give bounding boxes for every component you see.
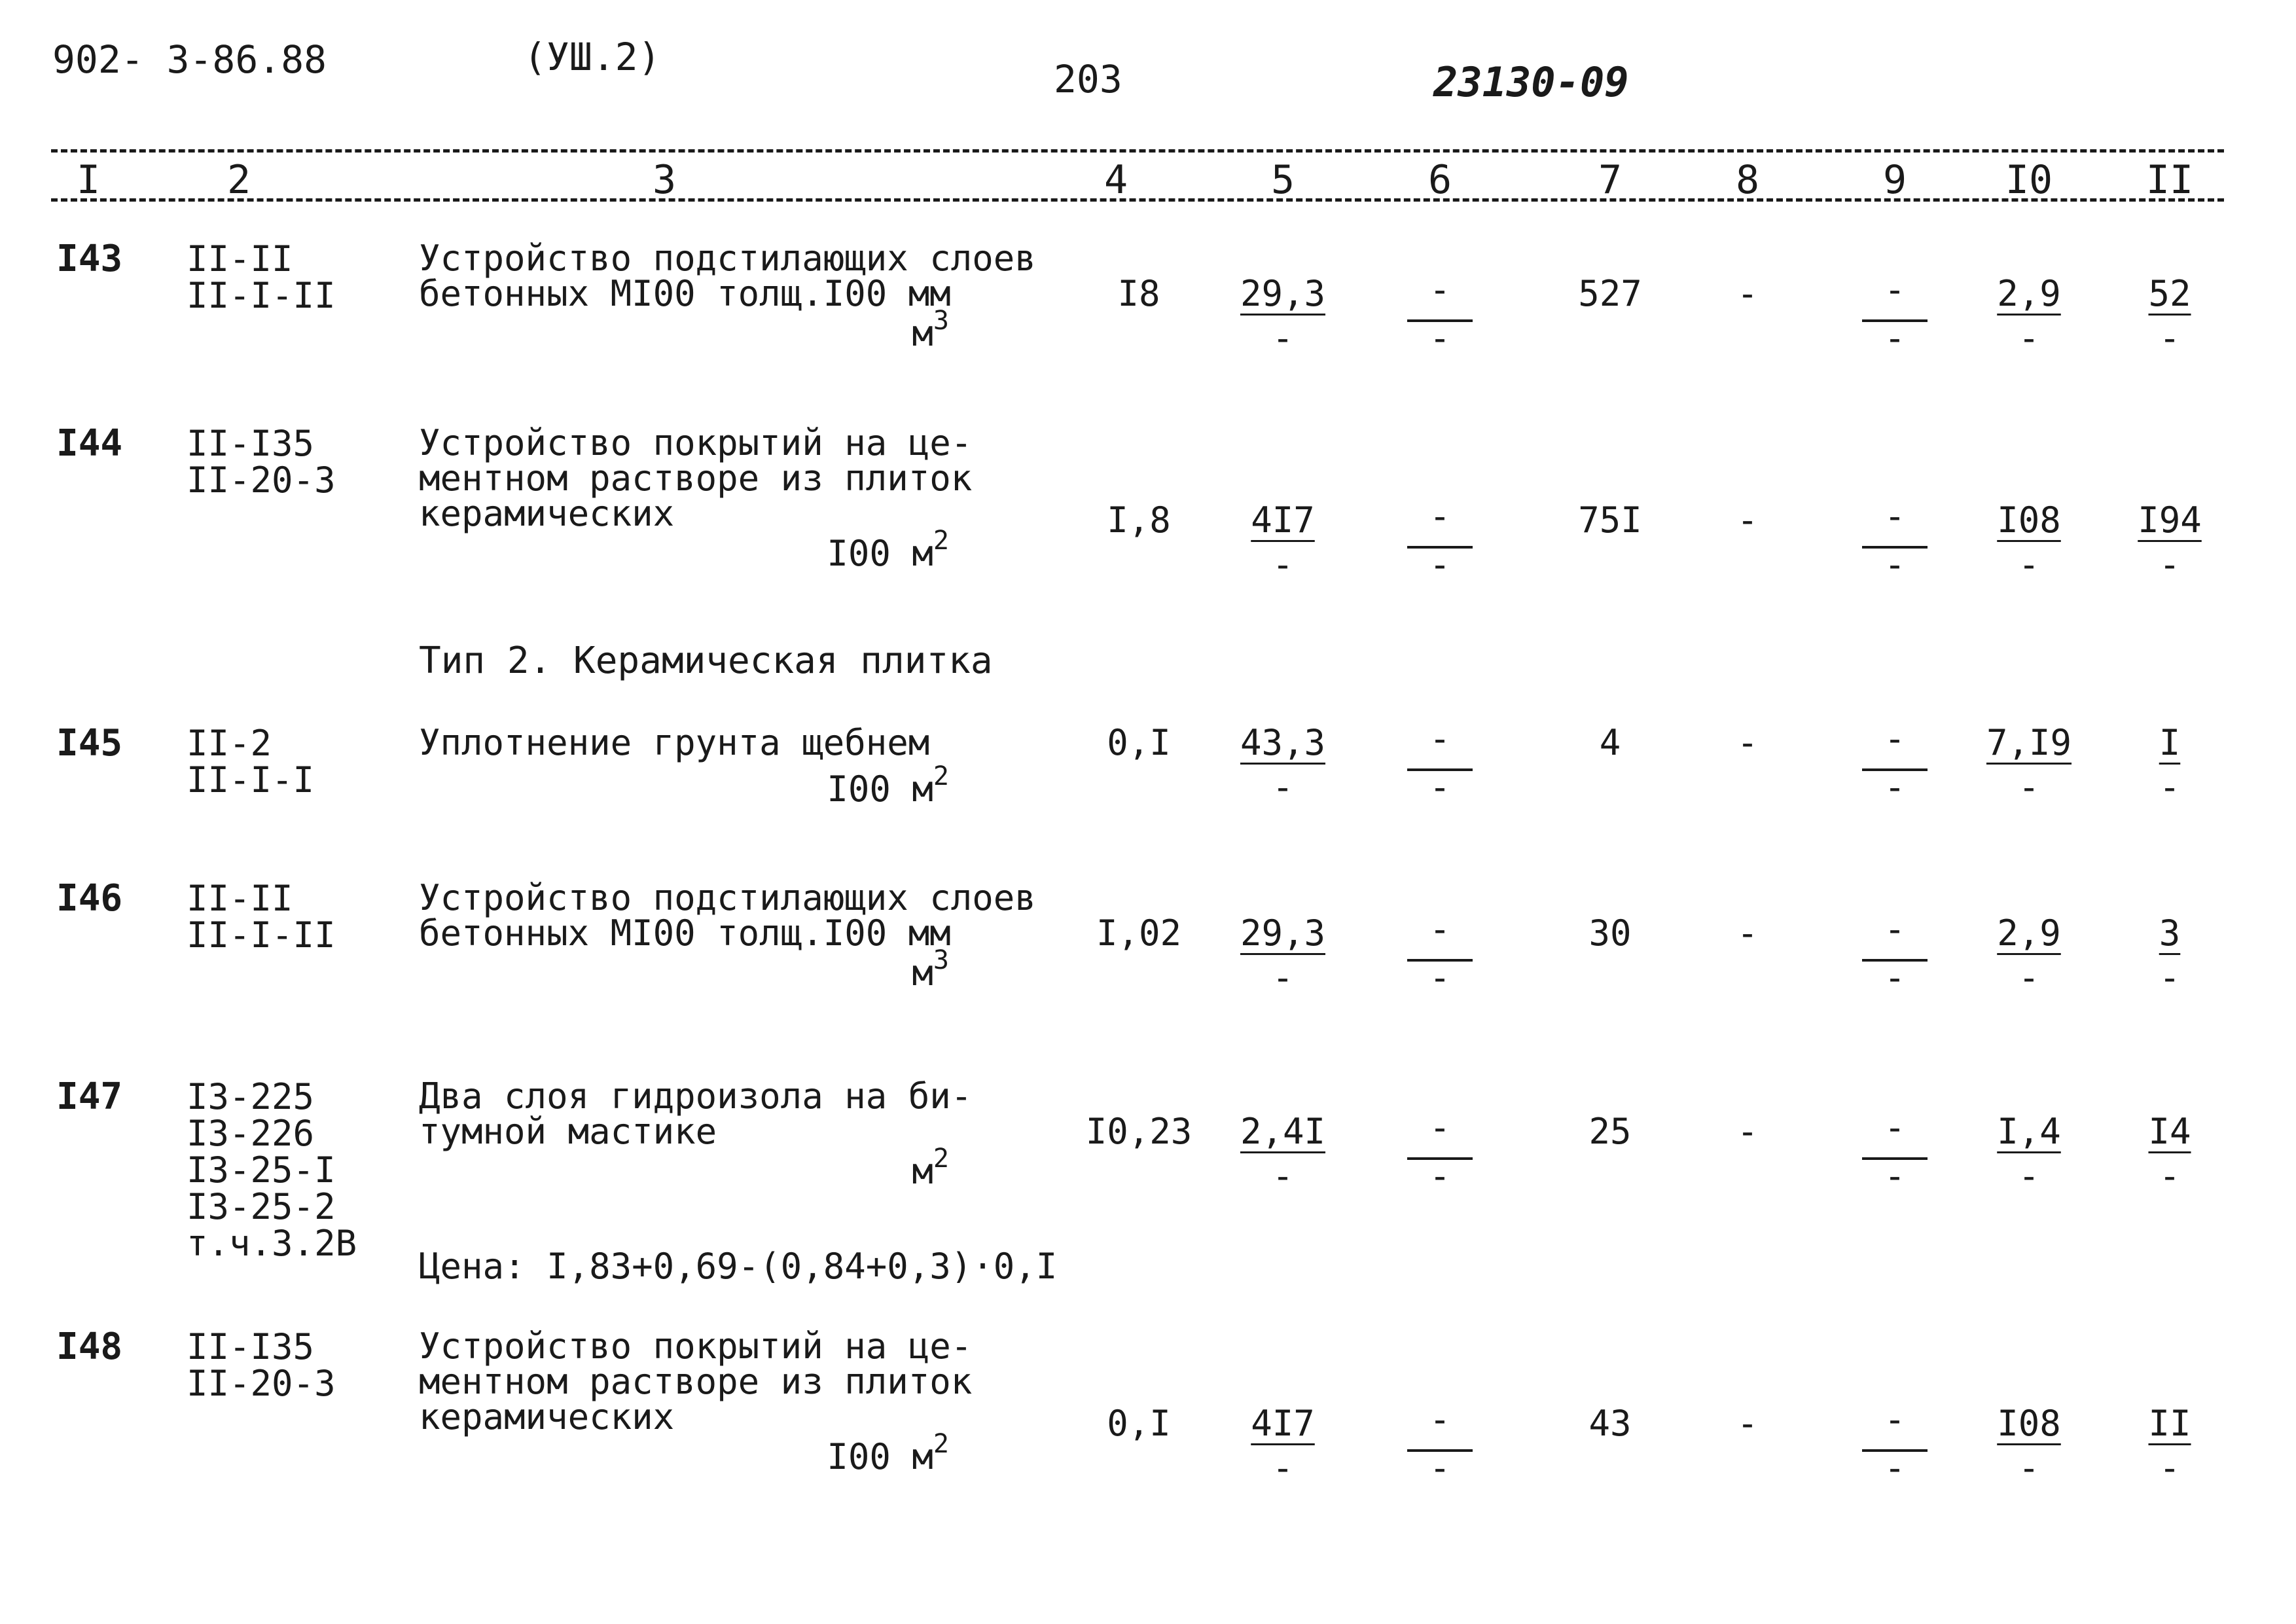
row-codes: II-II II-I-II (187, 878, 336, 956)
col9-value: - (1884, 496, 1906, 537)
row-number: I47 (56, 1075, 123, 1118)
column-number: 3 (652, 157, 677, 203)
denominator-dash: - (1884, 1155, 1906, 1197)
unit-exponent: 3 (933, 306, 949, 336)
page-number: 203 (1054, 57, 1122, 101)
col5-value: 29,3 (1240, 273, 1326, 314)
col5-value: 29,3 (1240, 912, 1326, 954)
col7-value: 527 (1578, 273, 1642, 314)
denominator-dash: - (2159, 767, 2181, 808)
unit-exponent: 2 (933, 1144, 949, 1174)
col8-value: - (1736, 912, 1759, 954)
section-title: Тип 2. Керамическая плитка (419, 640, 993, 682)
denominator-dash: - (1884, 1447, 1906, 1489)
unit-main: м (912, 768, 933, 810)
denominator-dash: - (1272, 1447, 1294, 1489)
col11-value: I94 (2138, 499, 2202, 541)
col11-value: II (2148, 1403, 2191, 1444)
denominator-dash: - (1429, 957, 1451, 998)
row-number: I45 (56, 722, 123, 765)
unit-prefix: I00 (827, 533, 912, 574)
row-number: I44 (56, 422, 123, 465)
col11-value: I (2159, 722, 2181, 763)
denominator-dash: - (1272, 317, 1294, 359)
denominator-dash: - (1884, 767, 1906, 808)
column-number: I (76, 157, 101, 203)
column-number: 5 (1270, 157, 1295, 203)
col6-value: - (1429, 269, 1451, 310)
col5-value: 2,4I (1240, 1111, 1326, 1152)
denominator-dash: - (2018, 1155, 2040, 1197)
column-number: 4 (1103, 157, 1128, 203)
denominator-dash: - (1429, 1447, 1451, 1489)
col10-value: I08 (1997, 499, 2061, 541)
column-number: 9 (1882, 157, 1907, 203)
col11-value: 52 (2148, 273, 2191, 314)
denominator-dash: - (1272, 544, 1294, 585)
column-number: I0 (2005, 157, 2053, 203)
col6-value: - (1429, 1399, 1451, 1440)
col8-value: - (1736, 499, 1759, 541)
row-description: Уплотнение грунта щебнем (419, 722, 930, 763)
col7-value: 43 (1588, 1403, 1632, 1444)
quantity: 0,I (1107, 1403, 1171, 1444)
col8-value: - (1736, 1111, 1759, 1152)
row-unit (779, 306, 949, 354)
quantity: I,02 (1096, 912, 1182, 954)
denominator-dash: - (2018, 544, 2040, 585)
unit-main: м (912, 952, 933, 994)
col9-value: - (1884, 1107, 1906, 1148)
quantity: I8 (1117, 273, 1160, 314)
col9-value: - (1884, 718, 1906, 759)
row-description: Устройство подстилающих слоев бетонных МI00 толщ.I00 мм (419, 238, 1036, 314)
unit-prefix: I00 (827, 1436, 912, 1477)
denominator-dash: - (2159, 544, 2181, 585)
col9-value: - (1884, 1399, 1906, 1440)
col5-value: 43,3 (1240, 722, 1326, 763)
row-codes: I3-225 I3-226 I3-25-I I3-25-2 т.ч.3.2В (187, 1076, 357, 1264)
row-description: Устройство покрытий на це- ментном растворе из плиток керамических (419, 422, 973, 534)
denominator-dash: - (2159, 1155, 2181, 1197)
denominator-dash: - (1884, 544, 1906, 585)
row-number: I48 (56, 1326, 123, 1368)
col11-value: 3 (2159, 912, 2181, 954)
col10-value: 2,9 (1997, 273, 2061, 314)
col5-value: 4I7 (1251, 499, 1315, 541)
row-description: Устройство подстилающих слоев бетонных МI00 толщ.I00 мм (419, 877, 1036, 954)
denominator-dash: - (1884, 957, 1906, 998)
column-number: 6 (1427, 157, 1452, 203)
header-rule-top (51, 149, 2224, 153)
denominator-dash: - (1429, 544, 1451, 585)
denominator-dash: - (1884, 317, 1906, 359)
col10-value: 7,I9 (1986, 722, 2072, 763)
unit-exponent: 2 (933, 761, 949, 791)
unit-main: м (912, 1151, 933, 1192)
col6-value: - (1429, 718, 1451, 759)
row-codes: II-II II-I-II (187, 238, 336, 316)
col7-value: 25 (1588, 1111, 1632, 1152)
unit-main: м (912, 313, 933, 354)
row-description: Устройство покрытий на це- ментном растворе из плиток керамических (419, 1326, 973, 1437)
row-description: Два слоя гидроизола на би- тумной мастике (419, 1075, 973, 1152)
denominator-dash: - (2159, 1447, 2181, 1489)
unit-exponent: 2 (933, 1429, 949, 1459)
denominator-dash: - (2018, 317, 2040, 359)
price-note: Цена: I,83+0,69-(0,84+0,3)·0,I (419, 1246, 1058, 1287)
col8-value: - (1736, 1403, 1759, 1444)
row-codes: II-2 II-I-I (187, 723, 315, 801)
row-codes: II-I35 II-20-3 (187, 423, 336, 501)
col6-value: - (1429, 496, 1451, 537)
col10-value: I,4 (1997, 1111, 2061, 1152)
unit-exponent: 3 (933, 945, 949, 975)
column-number: II (2145, 157, 2194, 203)
col6-value: - (1429, 1107, 1451, 1148)
volume-label: (УШ.2) (524, 35, 661, 79)
col5-value: 4I7 (1251, 1403, 1315, 1444)
denominator-dash: - (1429, 767, 1451, 808)
row-unit (779, 761, 949, 810)
col7-value: 75I (1578, 499, 1642, 541)
unit-exponent: 2 (933, 526, 949, 556)
row-unit (779, 1429, 949, 1477)
quantity: I,8 (1107, 499, 1171, 541)
denominator-dash: - (1272, 957, 1294, 998)
row-unit (779, 526, 949, 574)
row-number: I46 (56, 877, 123, 920)
row-unit (779, 945, 949, 994)
unit-prefix: I00 (827, 768, 912, 810)
denominator-dash: - (2159, 317, 2181, 359)
col8-value: - (1736, 273, 1759, 314)
col10-value: 2,9 (1997, 912, 2061, 954)
column-number: 7 (1598, 157, 1623, 203)
quantity: 0,I (1107, 722, 1171, 763)
unit-main: м (912, 1436, 933, 1477)
unit-main: м (912, 533, 933, 574)
denominator-dash: - (2018, 957, 2040, 998)
denominator-dash: - (2018, 767, 2040, 808)
row-codes: II-I35 II-20-3 (187, 1326, 336, 1404)
document-number: 902- 3-86.88 (52, 37, 327, 82)
denominator-dash: - (1272, 767, 1294, 808)
col9-value: - (1884, 909, 1906, 950)
col7-value: 4 (1599, 722, 1621, 763)
col10-value: I08 (1997, 1403, 2061, 1444)
quantity: I0,23 (1085, 1111, 1193, 1152)
denominator-dash: - (1429, 317, 1451, 359)
col7-value: 30 (1588, 912, 1632, 954)
col6-value: - (1429, 909, 1451, 950)
col11-value: I4 (2148, 1111, 2191, 1152)
row-unit (779, 1144, 949, 1192)
sheet-code: 23130-09 (1433, 58, 1629, 106)
row-number: I43 (56, 238, 123, 280)
denominator-dash: - (1429, 1155, 1451, 1197)
column-number: 8 (1735, 157, 1760, 203)
col8-value: - (1736, 722, 1759, 763)
column-number: 2 (226, 157, 251, 203)
denominator-dash: - (1272, 1155, 1294, 1197)
denominator-dash: - (2159, 957, 2181, 998)
col9-value: - (1884, 269, 1906, 310)
denominator-dash: - (2018, 1447, 2040, 1489)
